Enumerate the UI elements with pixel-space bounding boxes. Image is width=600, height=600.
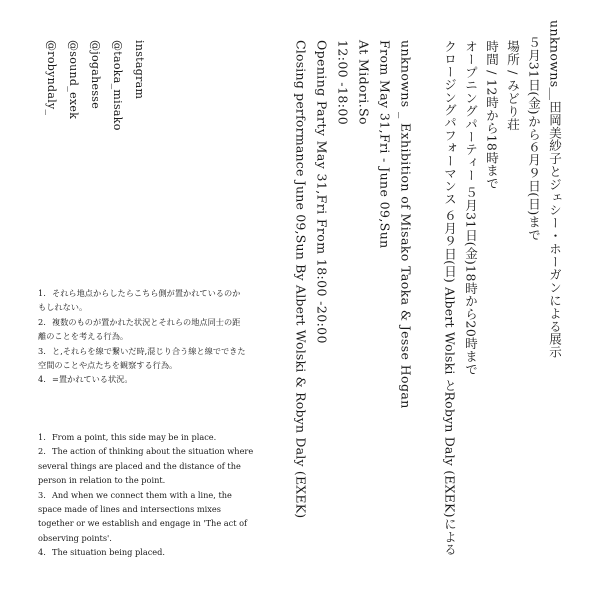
exhibition-place: 場所 / みどり荘 xyxy=(505,40,521,131)
exhibition-hours: 時間 / 12時から18時まで xyxy=(484,40,500,190)
instagram-heading: instagram xyxy=(133,40,146,100)
instagram-handle-taoka[interactable]: @taoka_misako xyxy=(111,40,124,131)
note-jp-1: 1. それら地点からしたらこちら側が置かれているのかもしれない。 xyxy=(38,288,241,313)
note-en-4: 4. The situation being placed. xyxy=(38,547,165,558)
instagram-handle-robyndaly[interactable]: @robyndaly_ xyxy=(45,40,58,116)
exhibition-dates: ５月31日(金)から６月９日(日)まで xyxy=(526,36,542,242)
notes-japanese xyxy=(38,286,248,387)
note-jp-4: 4. =置かれている状況。 xyxy=(38,374,133,385)
note-en-1: 1. From a point, this side may be in place. xyxy=(38,432,217,442)
opening-party-jp: オープニングパーティー ５月31日(金)18時から20時まで xyxy=(463,40,479,376)
exhibition-hours-en: 12:00 -18:00 xyxy=(335,40,351,126)
note-en-3: 3. And when we connect them with a line, the space made of lines and intersections mixes together or we establish and engage in 'The act of observing points'. xyxy=(38,489,248,543)
note-jp-2: 2. 複数のものが置かれた状況とそれらの地点同士の距離のことを考える行為。 xyxy=(38,316,241,342)
exhibition-place-en: At Midori.So xyxy=(356,40,372,125)
note-jp-3: 3. と,それらを線で繋いだ時,混じり合う線と線でできた空間のことや点たちを観察する行為。 xyxy=(38,345,246,371)
closing-performance-en: Closing performance June 09,Sun By Albert Wolski & Robyn Daly (EXEK) xyxy=(293,40,309,519)
closing-performance-jp: クロージングパフォーマンス ６月９日(日) Albert Wolski とRobyn Daly (EXEK)による xyxy=(442,40,458,556)
exhibition-title-en: unknowns _ Exhibition of Misako Taoka & Jesse Hogan xyxy=(398,40,414,409)
notes-english xyxy=(38,430,258,560)
instagram-handle-exek[interactable]: @sound_exek xyxy=(67,40,80,120)
opening-party-en: Opening Party May 31,Fri From 18:00 -20:00 xyxy=(314,40,330,344)
exhibition-title: unknowns＿田岡美紗子とジェシー・ホーガンによる展示 xyxy=(547,20,563,359)
note-en-2: 2. The action of thinking about the situation where several things are placed and the distance of the person in relation to the point. xyxy=(38,446,254,486)
exhibition-dates-en: From May 31,Fri - June 09,Sun xyxy=(377,40,393,249)
instagram-handle-jogahesse[interactable]: @jogahesse xyxy=(89,40,102,110)
